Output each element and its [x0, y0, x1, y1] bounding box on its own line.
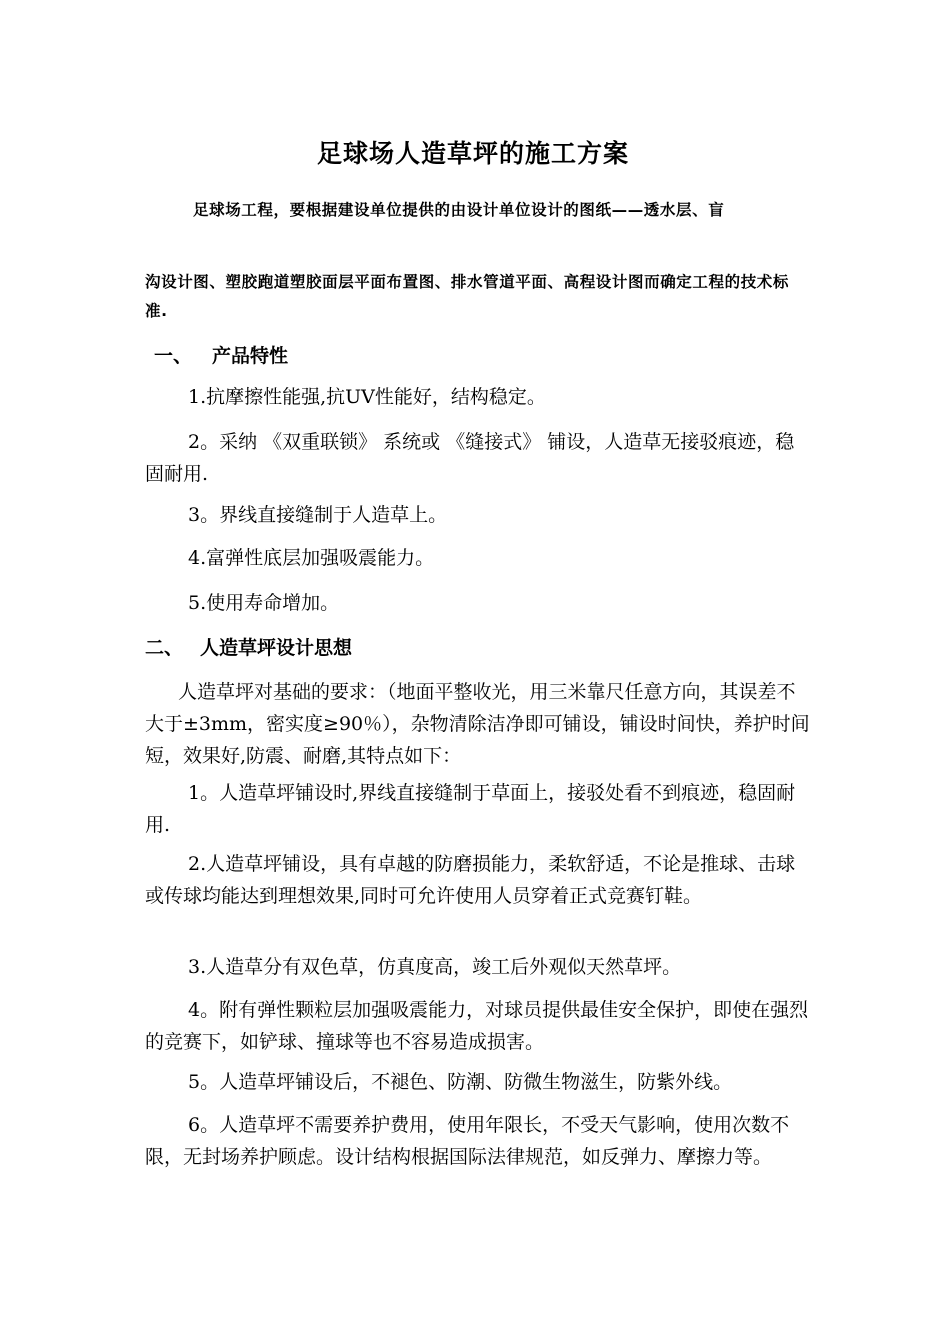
section-2-lead: 人造草坪对基础的要求：（地面平整收光，用三米靠尺任意方向，其误差不大于±3mm，密实度≥90％），杂物清除洁净即可铺设，铺设时间快，养护时间短，效果好,防震、耐磨,其特点如下：: [145, 681, 810, 767]
section-2-item-6: 6。人造草坪不需要养护费用，使用年限长，不受天气影响，使用次数不限，无封场养护顾虑。设计结构根据国际法律规范，如反弹力、摩擦力等。: [145, 1114, 790, 1168]
section-2-item-4: 4。附有弹性颗粒层加强吸震能力，对球员提供最佳安全保护，即使在强烈的竞赛下，如铲球、撞球等也不容易造成损害。: [145, 999, 809, 1053]
section-number-1: 一、: [154, 345, 193, 367]
section-heading-1: [154, 341, 288, 368]
section-2-item-3: 3.人造草分有双色草，仿真度高，竣工后外观似天然草坪。: [188, 956, 682, 978]
section-number-2: 二、: [145, 637, 184, 659]
section-title-1: 产品特性: [212, 345, 289, 367]
section-1-item-3: 3。界线直接缝制于人造草上。: [188, 504, 448, 526]
section-title-2: 人造草坪设计思想: [200, 637, 353, 659]
document-title: 足球场人造草坪的施工方案: [317, 139, 630, 168]
intro-paragraph-2: 沟设计图、塑胶跑道塑胶面层平面布置图、排水管道平面、高程设计图而确定工程的技术标准.: [145, 273, 790, 320]
section-2-item-1: 1。人造草坪铺设时,界线直接缝制于草面上，接驳处看不到痕迹，稳固耐用.: [145, 782, 796, 836]
section-1-item-4: 4.富弹性底层加强吸震能力。: [188, 547, 435, 569]
intro-paragraph-1: 足球场工程，要根据建设单位提供的由设计单位设计的图纸——透水层、盲: [193, 201, 725, 219]
section-1-item-5: 5.使用寿命增加。: [188, 592, 340, 614]
section-2-item-2: 2.人造草坪铺设，具有卓越的防磨损能力，柔软舒适，不论是推球、击球或传球均能达到理想效果,同时可允许使用人员穿着正式竞赛钉鞋。: [145, 853, 796, 907]
section-heading-2: [145, 633, 352, 660]
section-2-item-5: 5。人造草坪铺设后，不褪色、防潮、防微生物滋生，防紫外线。: [188, 1071, 733, 1093]
section-1-item-2: 2。采纳 《双重联锁》 系统或 《缝接式》 铺设，人造草无接驳痕迹，稳固耐用.: [145, 431, 795, 485]
section-1-item-1: 1.抗摩擦性能强,抗UV性能好，结构稳定。: [188, 386, 546, 408]
